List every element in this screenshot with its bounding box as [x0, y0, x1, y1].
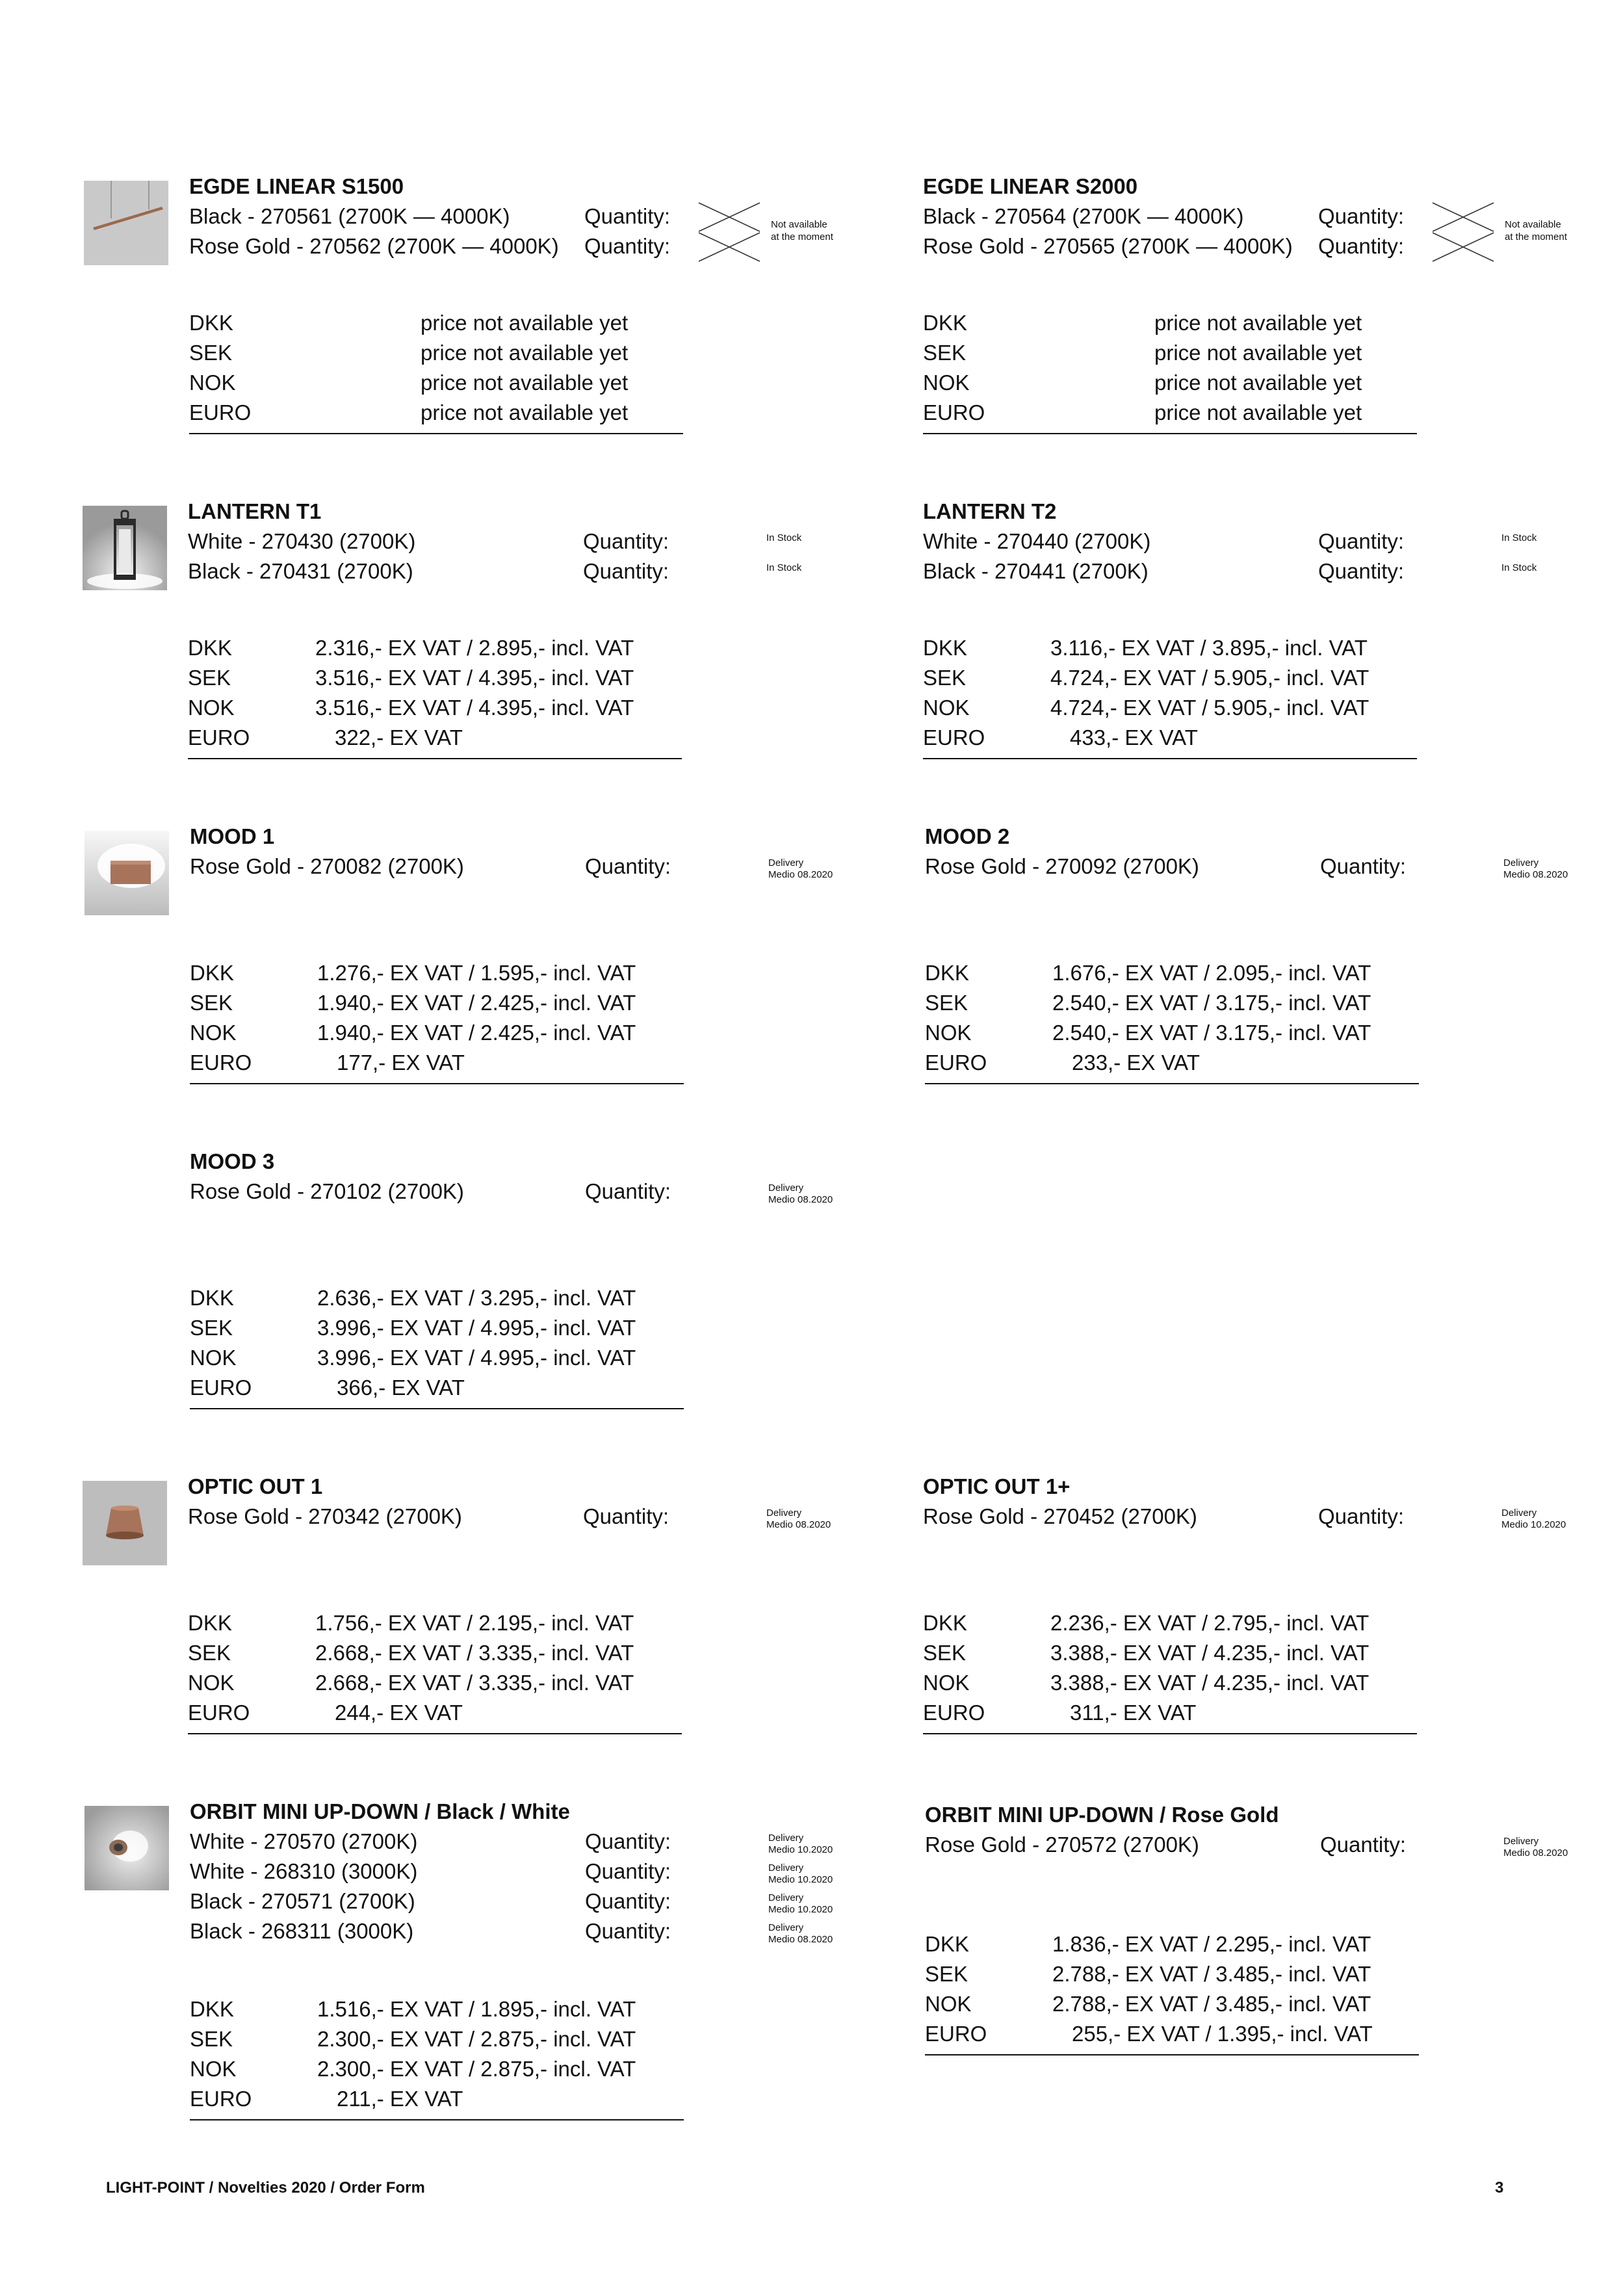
- price-value: price not available yet: [1154, 371, 1362, 395]
- variant-row: [190, 1857, 911, 1886]
- price-row-dkk: [923, 633, 1417, 663]
- quantity-field[interactable]: Quantity:: [585, 1179, 671, 1203]
- price-value: price not available yet: [1154, 311, 1362, 335]
- price-row-nok: [923, 693, 1417, 723]
- price-value: 3.996,- EX VAT / 4.995,- incl. VAT: [317, 1346, 636, 1370]
- currency-label: EURO: [925, 1050, 987, 1075]
- price-value: price not available yet: [421, 311, 629, 335]
- lantern-image: [83, 506, 167, 590]
- variant-label: White - 270430 (2700K): [188, 529, 416, 553]
- variant-row: [188, 527, 909, 556]
- price-value: 311,- EX VAT: [1070, 1701, 1197, 1725]
- price-row-sek: [923, 1638, 1417, 1668]
- price-list: [190, 1283, 684, 1409]
- price-value: 433,- EX VAT: [1070, 725, 1198, 750]
- variant-row: [190, 852, 911, 881]
- price-value: price not available yet: [421, 371, 629, 395]
- currency-label: DKK: [190, 961, 234, 985]
- quantity-field[interactable]: Quantity:: [585, 1919, 671, 1943]
- price-row-dkk: [188, 1608, 682, 1638]
- currency-label: SEK: [190, 2027, 233, 2051]
- availability-status: In Stock: [766, 532, 802, 543]
- not-available-x-icon: [1431, 200, 1495, 264]
- variant-label: Black - 270561 (2700K — 4000K): [189, 204, 510, 228]
- currency-label: EURO: [923, 1701, 985, 1725]
- availability-status: Delivery Medio 08.2020: [768, 1922, 833, 1945]
- currency-label: SEK: [923, 666, 967, 690]
- price-list: [923, 308, 1417, 434]
- price-value: 255,- EX VAT / 1.395,- incl. VAT: [1072, 2022, 1373, 2046]
- quantity-field[interactable]: Quantity:: [1320, 1833, 1407, 1857]
- price-row-dkk: [190, 1283, 684, 1313]
- availability-status: In Stock: [766, 562, 802, 573]
- currency-label: NOK: [190, 2057, 237, 2081]
- currency-label: SEK: [925, 991, 968, 1015]
- price-row-euro: [188, 1698, 682, 1728]
- currency-label: EURO: [925, 2022, 987, 2046]
- price-value: 3.116,- EX VAT / 3.895,- incl. VAT: [1050, 636, 1368, 660]
- quantity-field[interactable]: Quantity:: [585, 1859, 671, 1883]
- variant-label: White - 270440 (2700K): [923, 529, 1151, 553]
- product-block-orbit-mini-black-white: [190, 1797, 911, 2111]
- currency-label: DKK: [190, 1286, 234, 1310]
- variant-label: Black - 268311 (3000K): [190, 1919, 414, 1943]
- currency-label: SEK: [188, 1641, 231, 1665]
- price-row-euro: [188, 723, 682, 753]
- quantity-field[interactable]: Quantity:: [584, 234, 671, 258]
- price-value: 4.724,- EX VAT / 5.905,- incl. VAT: [1050, 696, 1370, 720]
- page-number: 3: [1495, 2179, 1504, 2197]
- availability-status: Delivery Medio 10.2020: [1501, 1507, 1566, 1530]
- price-value: 2.788,- EX VAT / 3.485,- incl. VAT: [1052, 1962, 1371, 1986]
- currency-label: EURO: [188, 725, 250, 750]
- currency-label: DKK: [188, 1611, 232, 1635]
- currency-label: SEK: [923, 341, 967, 365]
- variant-label: Black - 270441 (2700K): [923, 559, 1149, 583]
- price-list: [190, 958, 684, 1084]
- currency-label: NOK: [190, 1346, 237, 1370]
- price-row-nok: [925, 1018, 1419, 1048]
- currency-label: DKK: [925, 1932, 969, 1956]
- currency-label: SEK: [189, 341, 233, 365]
- price-row-nok: [188, 1668, 682, 1698]
- variant-label: White - 270570 (2700K): [190, 1829, 418, 1853]
- price-row-nok: [923, 368, 1417, 398]
- price-value: 2.540,- EX VAT / 3.175,- incl. VAT: [1052, 991, 1371, 1015]
- wall-light-image: [84, 831, 169, 915]
- price-row-euro: [923, 398, 1417, 428]
- price-list: [189, 308, 683, 434]
- price-row-nok: [925, 1989, 1419, 2019]
- price-value: 2.540,- EX VAT / 3.175,- incl. VAT: [1052, 1021, 1371, 1045]
- price-row-sek: [188, 663, 682, 693]
- price-value: 3.516,- EX VAT / 4.395,- incl. VAT: [315, 696, 634, 720]
- currency-label: EURO: [190, 1050, 252, 1075]
- price-row-euro: [190, 1048, 684, 1078]
- variant-row: [923, 527, 1623, 556]
- price-row-sek: [190, 2024, 684, 2054]
- product-title: EGDE LINEAR S2000: [923, 174, 1138, 198]
- price-value: 3.388,- EX VAT / 4.235,- incl. VAT: [1050, 1671, 1370, 1695]
- price-row-euro: [923, 723, 1417, 753]
- currency-label: SEK: [188, 666, 231, 690]
- variant-label: Rose Gold - 270562 (2700K — 4000K): [189, 234, 559, 258]
- price-list: [188, 1608, 682, 1734]
- variant-row: [925, 1830, 1623, 1860]
- product-block-egde-linear-s2000: [923, 172, 1623, 445]
- product-block-optic-out-1-plus: [923, 1472, 1623, 1745]
- price-value: 2.636,- EX VAT / 3.295,- incl. VAT: [317, 1286, 636, 1310]
- currency-label: NOK: [923, 1671, 970, 1695]
- product-title: OPTIC OUT 1: [188, 1474, 323, 1498]
- product-title: MOOD 1: [190, 824, 275, 848]
- price-value: 366,- EX VAT: [337, 1376, 465, 1400]
- not-available-status: Not available at the moment: [771, 219, 833, 242]
- availability-status: Delivery Medio 10.2020: [768, 1892, 833, 1915]
- availability-status: In Stock: [1501, 532, 1537, 543]
- price-value: 1.756,- EX VAT / 2.195,- incl. VAT: [315, 1611, 634, 1635]
- price-row-dkk: [188, 633, 682, 663]
- variant-row: [190, 1827, 911, 1857]
- price-value: 1.516,- EX VAT / 1.895,- incl. VAT: [317, 1997, 636, 2021]
- price-list: [923, 633, 1417, 759]
- product-title: EGDE LINEAR S1500: [189, 174, 404, 198]
- variant-label: Rose Gold - 270452 (2700K): [923, 1504, 1197, 1528]
- product-title: MOOD 3: [190, 1149, 275, 1173]
- product-title: LANTERN T1: [188, 499, 322, 523]
- spot-light-image: [83, 1481, 167, 1565]
- currency-label: EURO: [923, 725, 985, 750]
- currency-label: NOK: [189, 371, 236, 395]
- price-row-nok: [188, 693, 682, 723]
- price-value: 233,- EX VAT: [1072, 1050, 1200, 1075]
- currency-label: SEK: [925, 1962, 968, 1986]
- price-value: 211,- EX VAT: [337, 2087, 463, 2111]
- price-list: [925, 958, 1419, 1084]
- price-value: 1.940,- EX VAT / 2.425,- incl. VAT: [317, 991, 636, 1015]
- variant-row: [190, 1886, 911, 1916]
- price-row-nok: [923, 1668, 1417, 1698]
- product-block-mood-2: [925, 822, 1623, 1095]
- product-block-lantern-t2: [923, 497, 1623, 770]
- price-row-sek: [189, 338, 683, 368]
- price-value: 1.940,- EX VAT / 2.425,- incl. VAT: [317, 1021, 636, 1045]
- availability-status: Delivery Medio 08.2020: [1503, 857, 1568, 880]
- availability-status: Delivery Medio 08.2020: [1503, 1836, 1568, 1859]
- price-list: [925, 1929, 1419, 2055]
- variant-row: [188, 1502, 909, 1532]
- price-value: 2.668,- EX VAT / 3.335,- incl. VAT: [315, 1671, 634, 1695]
- quantity-field[interactable]: Quantity:: [1318, 1504, 1405, 1528]
- quantity-field[interactable]: Quantity:: [1318, 559, 1405, 583]
- availability-status: In Stock: [1501, 562, 1537, 573]
- variant-label: Rose Gold - 270342 (2700K): [188, 1504, 462, 1528]
- footer-label: LIGHT-POINT / Novelties 2020 / Order Form: [106, 2179, 425, 2197]
- price-row-euro: [189, 398, 683, 428]
- variant-label: Rose Gold - 270572 (2700K): [925, 1833, 1199, 1857]
- product-title: OPTIC OUT 1+: [923, 1474, 1071, 1498]
- price-value: 1.836,- EX VAT / 2.295,- incl. VAT: [1052, 1932, 1371, 1956]
- variant-row: [923, 1502, 1623, 1532]
- variant-label: Rose Gold - 270102 (2700K): [190, 1179, 464, 1203]
- price-row-sek: [925, 988, 1419, 1018]
- price-value: price not available yet: [421, 400, 629, 424]
- orbit-light-image: [84, 1806, 169, 1890]
- price-list: [923, 1608, 1417, 1734]
- product-block-optic-out-1: [188, 1472, 909, 1745]
- price-value: 2.300,- EX VAT / 2.875,- incl. VAT: [317, 2057, 636, 2081]
- availability-status: Delivery Medio 08.2020: [768, 1182, 833, 1205]
- availability-status: Delivery Medio 10.2020: [768, 1862, 833, 1885]
- not-available-x-icon: [697, 200, 761, 264]
- currency-label: EURO: [189, 400, 252, 424]
- variant-label: Black - 270431 (2700K): [188, 559, 413, 583]
- price-row-euro: [925, 1048, 1419, 1078]
- price-row-sek: [923, 663, 1417, 693]
- currency-label: NOK: [925, 1992, 972, 2016]
- price-value: 1.276,- EX VAT / 1.595,- incl. VAT: [317, 961, 636, 985]
- price-list: [190, 1994, 684, 2120]
- currency-label: SEK: [190, 991, 233, 1015]
- price-row-nok: [190, 2054, 684, 2084]
- product-block-egde-linear-s1500: [189, 172, 911, 445]
- variant-label: Black - 270571 (2700K): [190, 1889, 415, 1913]
- currency-label: DKK: [188, 636, 232, 660]
- price-value: 244,- EX VAT: [335, 1701, 463, 1725]
- product-title: ORBIT MINI UP-DOWN / Rose Gold: [925, 1803, 1279, 1827]
- currency-label: DKK: [923, 311, 967, 335]
- product-block-mood-3: [190, 1147, 911, 1420]
- quantity-field[interactable]: Quantity:: [583, 559, 669, 583]
- price-value: 3.516,- EX VAT / 4.395,- incl. VAT: [315, 666, 634, 690]
- variant-label: Rose Gold - 270565 (2700K — 4000K): [923, 234, 1293, 258]
- currency-label: NOK: [923, 371, 970, 395]
- not-available-status: Not available at the moment: [1505, 219, 1567, 242]
- price-value: 2.300,- EX VAT / 2.875,- incl. VAT: [317, 2027, 636, 2051]
- price-row-sek: [190, 988, 684, 1018]
- price-row-dkk: [925, 1929, 1419, 1959]
- price-row-dkk: [923, 1608, 1417, 1638]
- availability-status: Delivery Medio 08.2020: [768, 857, 833, 880]
- quantity-field[interactable]: Quantity:: [1318, 204, 1405, 228]
- variant-label: Black - 270564 (2700K — 4000K): [923, 204, 1244, 228]
- variant-row: [188, 556, 909, 586]
- availability-status: Delivery Medio 10.2020: [768, 1833, 833, 1855]
- price-value: 322,- EX VAT: [335, 725, 463, 750]
- price-value: 2.668,- EX VAT / 3.335,- incl. VAT: [315, 1641, 634, 1665]
- product-title: ORBIT MINI UP-DOWN / Black / White: [190, 1799, 570, 1823]
- price-row-dkk: [190, 1994, 684, 2024]
- price-value: price not available yet: [1154, 341, 1362, 365]
- quantity-field[interactable]: Quantity:: [585, 1829, 671, 1853]
- price-row-euro: [925, 2019, 1419, 2049]
- availability-status: Delivery Medio 08.2020: [766, 1507, 831, 1530]
- price-value: 3.388,- EX VAT / 4.235,- incl. VAT: [1050, 1641, 1370, 1665]
- variant-label: White - 268310 (3000K): [190, 1859, 418, 1883]
- product-block-lantern-t1: [188, 497, 909, 770]
- quantity-field[interactable]: Quantity:: [1320, 854, 1407, 878]
- price-value: 2.316,- EX VAT / 2.895,- incl. VAT: [315, 636, 634, 660]
- price-value: price not available yet: [421, 341, 629, 365]
- variant-label: Rose Gold - 270082 (2700K): [190, 854, 464, 878]
- price-row-euro: [190, 2084, 684, 2114]
- product-title: MOOD 2: [925, 824, 1010, 848]
- price-row-euro: [190, 1373, 684, 1403]
- price-row-nok: [190, 1018, 684, 1048]
- price-row-dkk: [925, 958, 1419, 988]
- product-block-mood-1: [190, 822, 911, 1095]
- currency-label: NOK: [925, 1021, 972, 1045]
- currency-label: EURO: [923, 400, 985, 424]
- price-row-dkk: [923, 308, 1417, 338]
- quantity-field[interactable]: Quantity:: [583, 1504, 669, 1528]
- currency-label: NOK: [190, 1021, 237, 1045]
- price-value: 4.724,- EX VAT / 5.905,- incl. VAT: [1050, 666, 1370, 690]
- currency-label: NOK: [923, 696, 970, 720]
- price-row-dkk: [189, 308, 683, 338]
- price-value: 1.676,- EX VAT / 2.095,- incl. VAT: [1052, 961, 1371, 985]
- variant-row: [190, 1916, 911, 1946]
- currency-label: NOK: [188, 696, 235, 720]
- currency-label: DKK: [190, 1997, 234, 2021]
- price-row-sek: [188, 1638, 682, 1668]
- variant-row: [925, 852, 1623, 881]
- currency-label: SEK: [190, 1316, 233, 1340]
- quantity-field[interactable]: Quantity:: [584, 204, 671, 228]
- currency-label: DKK: [923, 636, 967, 660]
- quantity-field[interactable]: Quantity:: [1318, 529, 1405, 553]
- quantity-field[interactable]: Quantity:: [1318, 234, 1405, 258]
- linear-pendant-image: [84, 181, 168, 265]
- currency-label: EURO: [190, 1376, 252, 1400]
- currency-label: EURO: [188, 1701, 250, 1725]
- quantity-field[interactable]: Quantity:: [585, 1889, 671, 1913]
- price-value: 2.788,- EX VAT / 3.485,- incl. VAT: [1052, 1992, 1371, 2016]
- product-title: LANTERN T2: [923, 499, 1057, 523]
- price-row-nok: [189, 368, 683, 398]
- price-row-euro: [923, 1698, 1417, 1728]
- quantity-field[interactable]: Quantity:: [583, 529, 669, 553]
- variant-label: Rose Gold - 270092 (2700K): [925, 854, 1199, 878]
- price-row-sek: [923, 338, 1417, 368]
- currency-label: DKK: [923, 1611, 967, 1635]
- price-row-dkk: [190, 958, 684, 988]
- price-value: 177,- EX VAT: [337, 1050, 465, 1075]
- product-block-orbit-mini-rose-gold: [925, 1800, 1623, 2073]
- price-row-sek: [925, 1959, 1419, 1989]
- price-list: [188, 633, 682, 759]
- variant-row: [190, 1177, 911, 1207]
- price-value: 3.996,- EX VAT / 4.995,- incl. VAT: [317, 1316, 636, 1340]
- quantity-field[interactable]: Quantity:: [585, 854, 671, 878]
- variant-row: [923, 556, 1623, 586]
- currency-label: NOK: [188, 1671, 235, 1695]
- currency-label: DKK: [925, 961, 969, 985]
- price-row-nok: [190, 1343, 684, 1373]
- price-value: 2.236,- EX VAT / 2.795,- incl. VAT: [1050, 1611, 1370, 1635]
- currency-label: DKK: [189, 311, 233, 335]
- currency-label: SEK: [923, 1641, 967, 1665]
- price-value: price not available yet: [1154, 400, 1362, 424]
- currency-label: EURO: [190, 2087, 252, 2111]
- price-row-sek: [190, 1313, 684, 1343]
